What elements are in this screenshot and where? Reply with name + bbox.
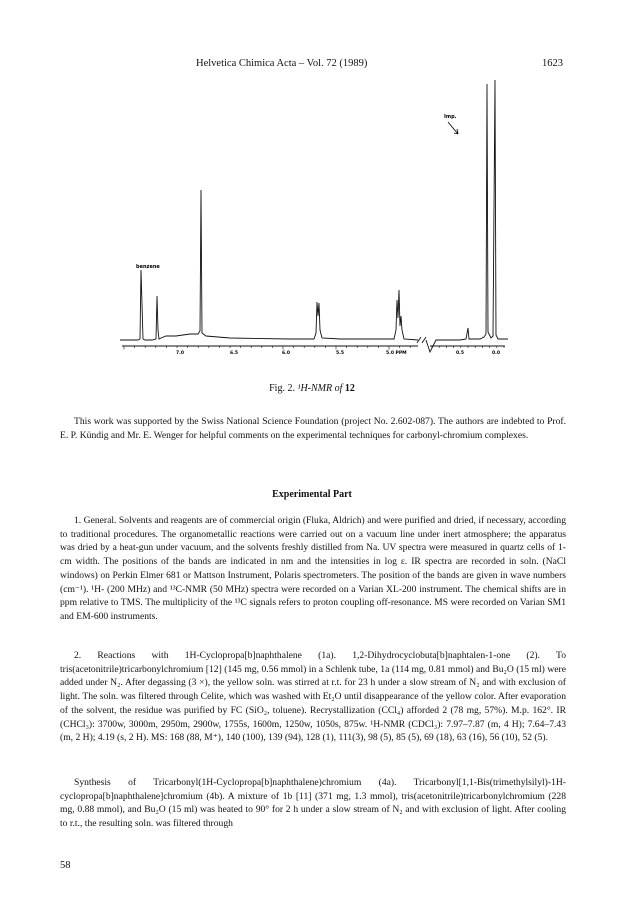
ppm-tick-label: 6.0 <box>282 351 290 356</box>
ppm-tick-label: 5.0 PPM <box>386 351 407 356</box>
acknowledgement-text: This work was supported by the Swiss National Science Foundation (project No. 2.602-087). The authors are indebted to Prof. E. P. Kündig and Mr. E. Wenger for helpful comments on the experimental techniques for carbonyl-chromium complexes. <box>60 416 566 441</box>
experimental-synthesis <box>60 776 566 831</box>
running-header-journal: Helvetica Chimica Acta – Vol. 72 (1989) <box>196 58 368 69</box>
ppm-tick-label: 6.5 <box>230 351 238 356</box>
ppm-tick-label: 0.0 <box>492 351 500 356</box>
experimental-reactions <box>60 649 566 745</box>
spectrum-baseline-right <box>426 80 508 352</box>
experimental-general <box>60 514 566 624</box>
spectrum-baseline-left <box>120 190 418 340</box>
imp-label: Imp. <box>444 114 457 120</box>
paragraph-general: 1. General. Solvents and reagents are of commercial origin (Fluka, Aldrich) and were purified and dried, if necessary, according to traditional procedures. The organometallic reactions were carried out on a vacuum line under inert atmosphere; the apparatus was dried by a heat-gun under vacuum, and the solvents freshly distilled from Na. UV spectra were measured in quartz cells of 1-cm width. The positions of the bands are indicated in nm and the intensities in log ε. IR spectra are recorded in soln. (NaCl windows) on Perkin Elmer 681 or Mattson Instrument, Polaris spectrometers. The position of the bands are given in wave numbers (cm⁻¹). ¹H- (200 MHz) and ¹³C-NMR (50 MHz) spectra were recorded on a Varian XL-200 instrument. The chemical shifts are in ppm relative to TMS. The multiplicity of the ¹³C signals refers to proton coupling off-resonance. MS were recorded on Varian SM1 and EM-600 instruments. <box>60 515 566 622</box>
paragraph-reactions: 2. Reactions with 1H-Cyclopropa[b]naphthalene (1a). 1,2-Dihydrocyclobuta[b]naphtalen-1-one (2). To tris(acetonitrile)tricarbonylchromium [12] (145 mg, 0.56 mmol) in a Schlenk tube, 1a (114 mg, 0.81 mmol) and Bu₂O (15 ml) were added under N₂. After degassing (3 ×), the yellow soln. was stirred at r.t. for 23 h under a slow stream of N₂ and with exclusion of light. The soln. was filtered through Celite, which was washed with Et₂O until disappearance of the yellow color. After evaporation of the solvent, the residue was purified by FC (SiO₂, toluene). Recrystallization (CCl₄) afforded 2 (78 mg, 57%). M.p. 162°. IR (CHCl₃): 3700w, 3000m, 2950m, 2900w, 1755s, 1600m, 1250w, 1050s, 875w. ¹H-NMR (CDCl₃): 7.97–7.87 (m, 4 H); 7.64–7.43 (m, 2 H); 4.19 (s, 2 H). MS: 168 (88, M⁺), 140 (100), 139 (94), 128 (1), 111(3), 98 (5), 85 (5), 69 (18), 63 (16), 56 (10), 52 (5). <box>60 650 566 744</box>
figure-caption: Fig. 2. ¹H-NMR of 12 <box>269 383 355 394</box>
section-title: Experimental Part <box>272 489 352 500</box>
running-header-page: 1623 <box>542 58 563 69</box>
axis-break <box>417 337 426 343</box>
benzene-label: benzene <box>136 264 160 270</box>
page-number: 58 <box>60 860 71 871</box>
ppm-tick-label: 7.0 <box>176 351 184 356</box>
imp-arrow <box>448 122 458 134</box>
ppm-tick-label: 5.5 <box>336 351 344 356</box>
acknowledgement <box>60 415 566 442</box>
paragraph-synthesis: Synthesis of Tricarbonyl(1H-Cyclopropa[b]naphthalene)chromium (4a). Tricarbonyl[1,1-Bis(trimethylsilyl)-1H-cyclopropa[b]naphthalene]chromium (4b). A mixture of 1b [11] (371 mg, 1.3 mmol), tris(acetonitrile)tricarbonylchromium (228 mg, 0.88 mmol), and Bu₂O (15 ml) was heated to 90° for 2 h under a slow stream of N₂ and with exclusion of light. After cooling to r.t., the resulting soln. was filtered through <box>60 777 566 830</box>
ppm-tick-label: 0.5 <box>456 351 464 356</box>
